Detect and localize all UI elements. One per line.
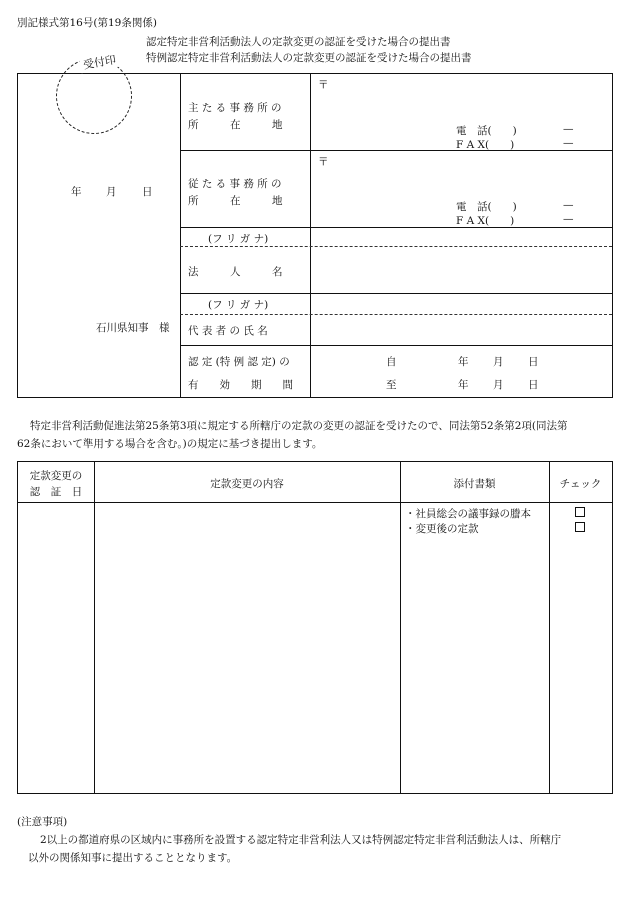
notes-heading: (注意事項)	[17, 816, 68, 828]
check-box-articles[interactable]	[575, 522, 585, 535]
sub-office-label-2: 所 在 地	[188, 195, 283, 207]
date-year: 年	[71, 186, 82, 198]
title-line-2: 特例認定特定非営利活動法人の定款変更の認証を受けた場合の提出書	[146, 52, 472, 64]
attachment-item-minutes: ・社員総会の議事録の謄本	[405, 508, 531, 520]
sub-office-tel-label: 電 話( )	[456, 201, 517, 213]
validity-to-day: 日	[528, 379, 539, 391]
sub-office-fax-dash: —	[563, 213, 574, 225]
form-number: 別記様式第16号(第19条関係)	[17, 17, 157, 29]
validity-to: 至	[386, 379, 397, 391]
sub-office-tel-dash: —	[563, 199, 574, 211]
sub-office-fax-label: F A X( )	[456, 215, 515, 227]
date-month: 月	[106, 186, 117, 198]
validity-to-year: 年	[458, 379, 469, 391]
sub-office-postal-mark: 〒	[318, 156, 329, 168]
date-day: 日	[142, 186, 153, 198]
main-office-fax-dash: —	[563, 137, 574, 149]
main-office-fax-label: F A X( )	[456, 139, 515, 151]
corp-name-label: 法 人 名	[188, 266, 283, 278]
validity-from-month: 月	[493, 356, 504, 368]
main-office-tel-label: 電 話( )	[456, 125, 517, 137]
validity-to-month: 月	[493, 379, 504, 391]
corp-name-furigana-label: (フ リ ガ ナ)	[208, 233, 269, 245]
main-office-tel-dash: —	[563, 123, 574, 135]
col-approval-date-line-2: 認 証 日	[29, 486, 83, 498]
col-approval-date-line-1: 定款変更の	[29, 470, 83, 482]
notes-line-2: 以外の関係知事に提出することとなります。	[28, 852, 238, 864]
validity-from-day: 日	[528, 356, 539, 368]
check-box-minutes[interactable]	[575, 507, 585, 520]
rep-name-label: 代 表 者 の 氏 名	[188, 325, 268, 337]
attachment-item-articles: ・変更後の定款	[405, 523, 479, 535]
validity-label-2: 有 効 期 間	[188, 379, 293, 391]
main-office-label-2: 所 在 地	[188, 119, 283, 131]
amendment-table	[17, 461, 613, 794]
validity-label-1: 認 定 (特 例 認 定) の	[188, 356, 290, 368]
col-check: チェック	[559, 478, 602, 490]
title-line-1: 認定特定非営利活動法人の定款変更の認証を受けた場合の提出書	[146, 36, 451, 48]
validity-from: 自	[386, 356, 397, 368]
validity-from-year: 年	[458, 356, 469, 368]
addressee: 石川県知事 様	[96, 322, 170, 334]
col-attachments: 添付書類	[453, 478, 496, 490]
reception-stamp-label: 受付印	[79, 51, 120, 74]
col-amendment-content: 定款変更の内容	[210, 478, 284, 490]
main-office-label-1: 主 た る 事 務 所 の	[188, 102, 282, 114]
main-office-postal-mark: 〒	[318, 79, 329, 91]
sub-office-label-1: 従 た る 事 務 所 の	[188, 178, 282, 190]
statement-line-1: 特定非営利活動促進法第25条第3項に規定する所轄庁の定款の変更の認証を受けたので、同法第52条第2項(同法第	[30, 420, 568, 432]
rep-furigana-label: (フ リ ガ ナ)	[208, 299, 269, 311]
notes-line-1: 2以上の都道府県の区域内に事務所を設置する認定特定非営利法人又は特例認定特定非営利活動法人は、所轄庁	[40, 834, 562, 846]
statement-line-2: 62条において準用する場合を含む。)の規定に基づき提出します。	[17, 438, 323, 450]
